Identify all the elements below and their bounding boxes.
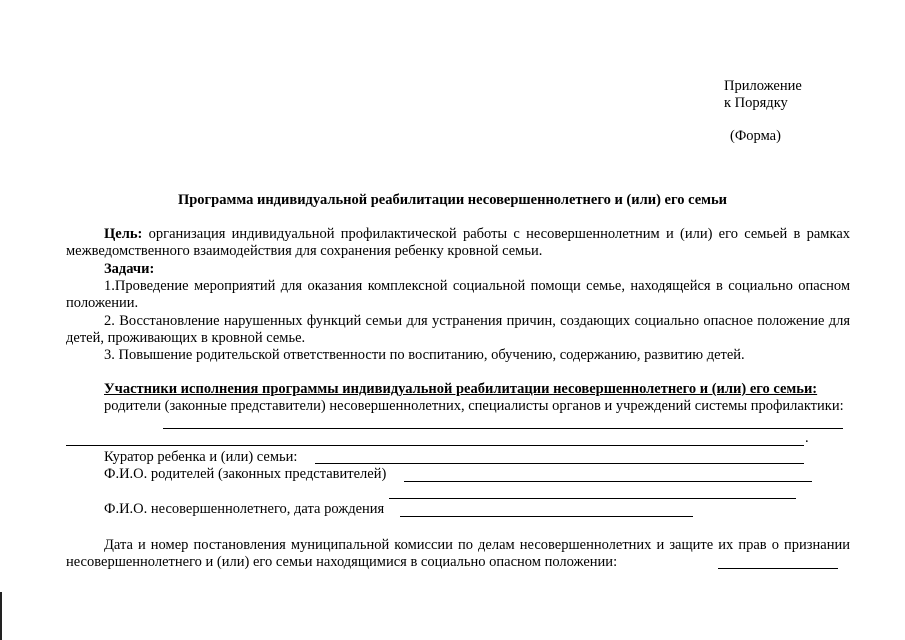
goal-text: организация индивидуальной профилактической работы с несовершеннолетним и (или) его семьей в рамках межведомственного взаимодействия для сохранения ребенку кровной семьи. — [66, 226, 850, 259]
goal-label: Цель: — [104, 226, 143, 242]
participants-heading-line — [66, 381, 850, 398]
participants-blank-line-2[interactable] — [66, 445, 804, 446]
scan-edge-mark — [0, 592, 2, 640]
minor-label: Ф.И.О. несовершеннолетнего, дата рождения — [104, 501, 385, 517]
task-item-2: 2. Восстановление нарушенных функций семьи для устранения причин, создающих социально опасное положение для детей, проживающих в кровной семье. — [66, 313, 850, 346]
goal-paragraph — [66, 226, 850, 260]
document-title: Программа индивидуальной реабилитации несовершеннолетнего и (или) его семьи — [177, 192, 728, 208]
resolution-text: Дата и номер постановления муниципальной комиссии по делам несовершеннолетних и защите их прав о признании несовершеннолетнего и (или) его семьи находящимися в социально опасном положении: — [66, 537, 850, 570]
curator-label: Куратор ребенка и (или) семьи: — [104, 449, 298, 465]
participants-text-content: родители (законные представители) несовершеннолетних, специалисты органов и учреждений системы профилактики: — [104, 398, 844, 414]
parents-label: Ф.И.О. родителей (законных представителей) — [104, 466, 387, 482]
task-item-1: 1.Проведение мероприятий для оказания комплексной социальной помощи семье, находящейся в социально опасном положении. — [66, 278, 850, 311]
participants-heading: Участники исполнения программы индивидуальной реабилитации несовершеннолетнего и (или) его семьи: — [104, 381, 818, 397]
parents-field-line-2[interactable] — [389, 498, 796, 499]
task-item-3: 3. Повышение родительской ответственности по воспитанию, обучению, содержанию, развитию детей. — [104, 347, 745, 363]
resolution-field[interactable] — [718, 568, 838, 569]
appendix-line-1: Приложение — [724, 78, 802, 94]
appendix-caption — [724, 78, 802, 112]
tasks-label-line — [66, 261, 850, 278]
participants-text — [66, 398, 850, 415]
participants-blank-line-1[interactable] — [163, 428, 843, 429]
appendix-line-2: к Порядку — [724, 95, 788, 111]
curator-field[interactable] — [315, 463, 804, 464]
parents-field-line-1[interactable] — [404, 481, 812, 482]
resolution-paragraph — [66, 537, 850, 571]
participants-end-mark: . — [805, 430, 809, 446]
form-label: (Форма) — [730, 128, 781, 144]
tasks-label: Задачи: — [104, 261, 155, 277]
minor-field[interactable] — [400, 516, 693, 517]
